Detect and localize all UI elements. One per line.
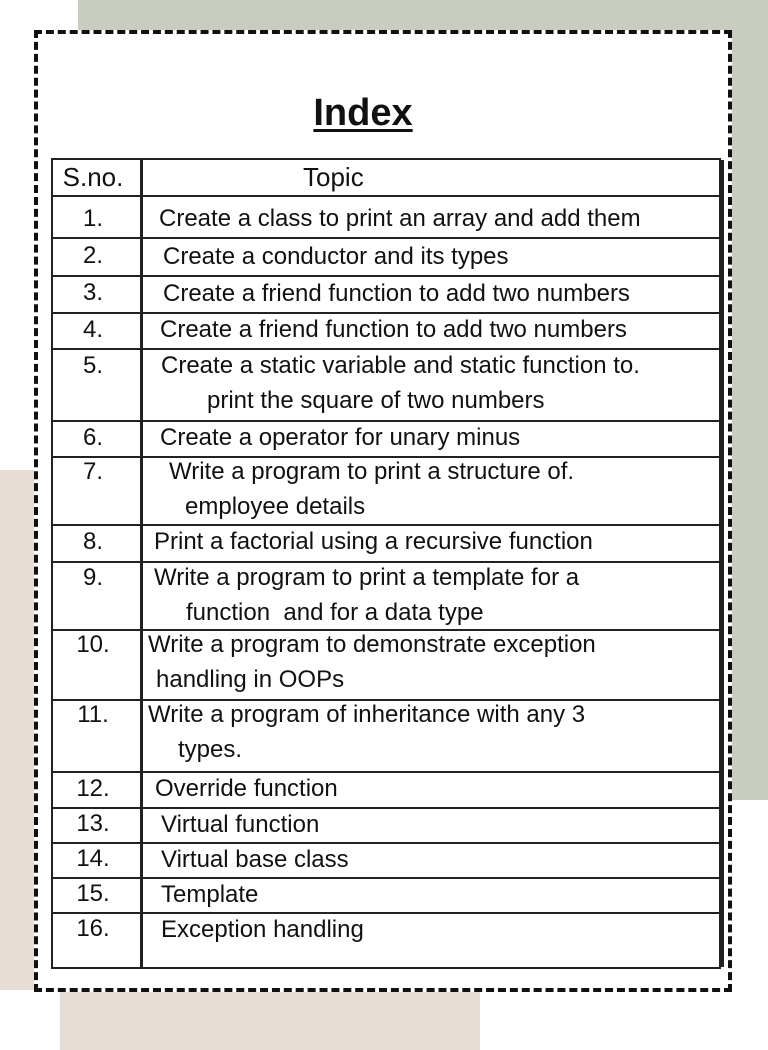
row-topic xyxy=(160,312,715,347)
row-topic-line1: Create a class to print an array and add them xyxy=(159,205,641,232)
table-row xyxy=(53,348,719,422)
row-sno: 2. xyxy=(82,242,103,269)
row-topic-line2: handling in OOPs xyxy=(156,666,345,693)
header-sno: S.no. xyxy=(62,162,124,192)
row-sno: 10. xyxy=(76,631,110,658)
row-topic xyxy=(148,627,715,697)
index-table xyxy=(51,158,721,969)
row-sno: 7. xyxy=(82,458,103,485)
header-topic: Topic xyxy=(303,162,364,192)
row-topic-line2: print the square of two numbers xyxy=(207,387,545,414)
row-topic-line1: Create a conductor and its types xyxy=(163,243,509,270)
table-row xyxy=(53,771,719,809)
row-topic xyxy=(163,276,715,311)
table-row xyxy=(53,877,719,914)
background-pink-strip xyxy=(60,990,480,1050)
row-sno: 16. xyxy=(76,915,110,942)
table-row xyxy=(53,524,719,563)
row-topic xyxy=(154,560,715,630)
row-sno: 11. xyxy=(77,701,109,728)
row-sno: 9. xyxy=(82,564,103,591)
table-right-border xyxy=(721,160,724,967)
row-topic-line1: Override function xyxy=(155,775,338,802)
table-row xyxy=(53,275,719,314)
row-sno: 8. xyxy=(82,528,103,555)
table-row xyxy=(53,807,719,844)
row-sno: 3. xyxy=(82,279,103,306)
table-row xyxy=(53,699,719,773)
table-row xyxy=(53,195,719,239)
row-topic xyxy=(163,239,715,274)
row-topic-line1: Write a program to demonstrate exception xyxy=(148,631,596,658)
row-sno: 12. xyxy=(76,775,110,802)
row-topic-line2: employee details xyxy=(185,493,366,520)
row-sno: 6. xyxy=(82,424,103,451)
row-topic xyxy=(161,877,715,912)
row-sno: 13. xyxy=(76,810,110,837)
row-topic-line1: Virtual base class xyxy=(161,846,349,873)
table-row xyxy=(53,237,719,277)
index-page xyxy=(34,30,732,992)
row-topic xyxy=(160,420,715,455)
table-row xyxy=(53,420,719,458)
row-topic xyxy=(159,201,715,236)
row-topic-line1: Write a program to print a template for a xyxy=(154,564,580,591)
row-topic xyxy=(154,524,715,559)
row-topic-line1: Write a program of inheritance with any 3 xyxy=(148,701,586,728)
table-row xyxy=(53,842,719,879)
row-topic-line1: Write a program to print a structure of. xyxy=(169,458,575,485)
table-row xyxy=(53,561,719,631)
row-sno: 1. xyxy=(82,205,103,232)
row-topic-line1: Virtual function xyxy=(161,811,320,838)
row-topic xyxy=(161,807,715,842)
row-sno: 5. xyxy=(82,352,103,379)
table-row xyxy=(53,312,719,350)
row-topic xyxy=(155,771,715,806)
table-row xyxy=(53,629,719,701)
row-topic-line2: function and for a data type xyxy=(186,599,484,626)
row-topic xyxy=(169,454,715,524)
table-row xyxy=(53,456,719,526)
row-topic-line1: Create a static variable and static function to. xyxy=(161,352,640,379)
row-topic-line1: Create a operator for unary minus xyxy=(160,424,521,451)
row-topic-line1: Print a factorial using a recursive function xyxy=(154,528,593,555)
row-topic xyxy=(161,842,715,877)
table-row xyxy=(53,912,719,967)
row-topic xyxy=(161,348,715,418)
row-topic-line1: Exception handling xyxy=(161,916,364,943)
row-topic-line1: Create a friend function to add two numbers xyxy=(163,280,630,307)
table-header-row xyxy=(53,160,719,197)
row-topic xyxy=(161,912,715,947)
row-topic xyxy=(148,697,715,767)
row-sno: 14. xyxy=(76,845,110,872)
row-topic-line1: Create a friend function to add two numbers xyxy=(160,316,627,343)
row-sno: 15. xyxy=(76,880,110,907)
row-sno: 4. xyxy=(82,316,103,343)
page-title: Index xyxy=(313,92,413,134)
row-topic-line2: types. xyxy=(178,736,243,763)
row-topic-line1: Template xyxy=(161,881,259,908)
